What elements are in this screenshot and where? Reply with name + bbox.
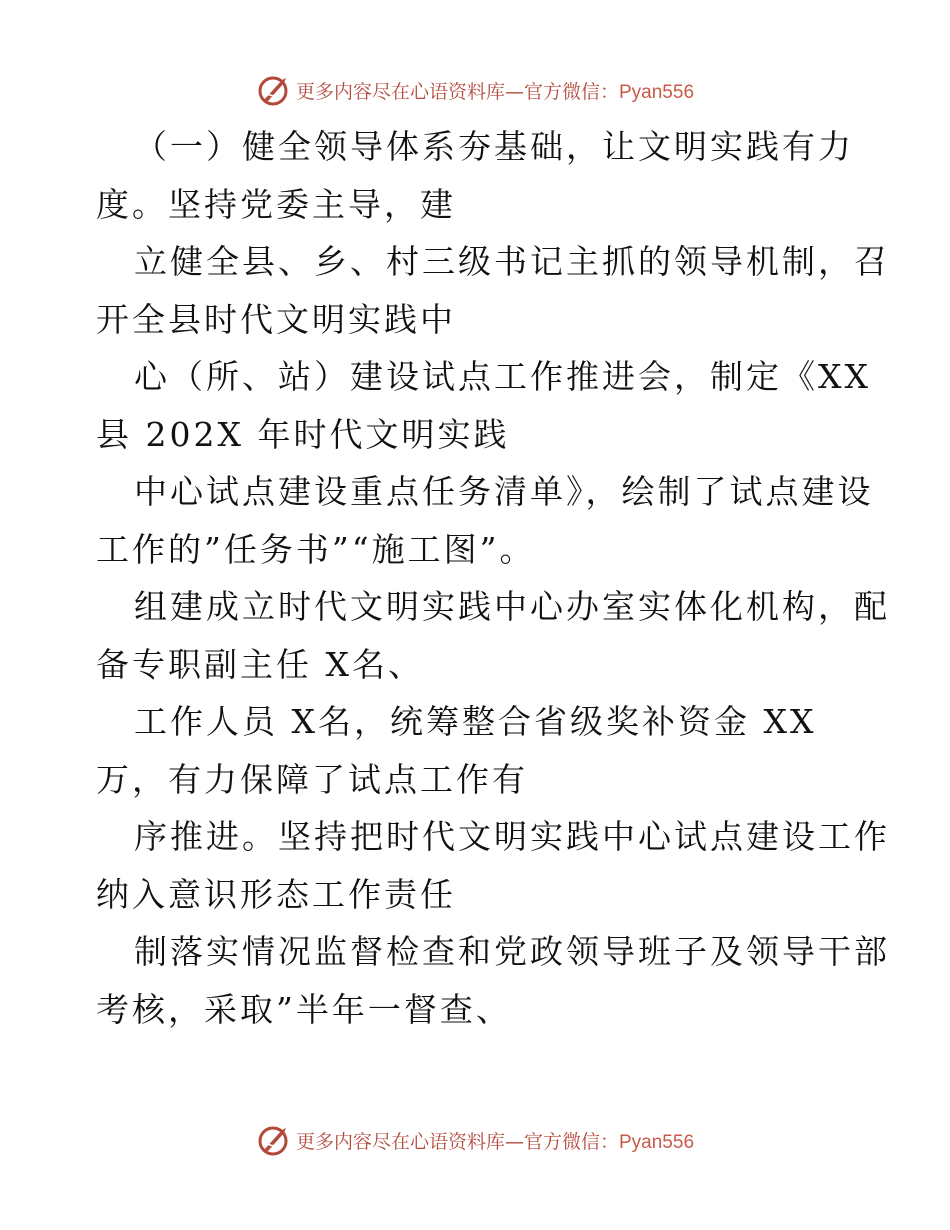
body-line: 度。坚持党委主导，建 [96, 184, 456, 224]
quill-logo-icon [256, 72, 292, 108]
body-line: 中心试点建设重点任务清单》，绘制了试点建设 [134, 472, 874, 511]
watermark-dash: — [504, 1130, 524, 1153]
watermark-wechat-label: 官方微信： [523, 80, 619, 103]
watermark-text [296, 1127, 694, 1154]
quill-logo-icon [256, 1122, 292, 1158]
body-line: 制落实情况监督检查和党政领导班子及领导干部 [134, 932, 890, 971]
body-line: 开全县时代文明实践中 [96, 299, 456, 339]
watermark-wechat-id: Pyan556 [619, 1131, 695, 1153]
body-line: 心（所、站）建设试点工作推进会，制定《XX [134, 357, 871, 396]
watermark-main: 更多内容尽在心语资料库 [295, 1130, 505, 1153]
header-watermark [0, 70, 950, 110]
body-line: 万，有力保障了试点工作有 [96, 759, 528, 799]
body-line: 县 202X 年时代文明实践 [96, 414, 510, 454]
watermark-main: 更多内容尽在心语资料库 [295, 80, 505, 103]
body-line: 工作人员 X名，统筹整合省级奖补资金 XX [134, 702, 817, 741]
body-line: （一）健全领导体系夯基础，让文明实践有力 [134, 127, 854, 166]
body-line: 纳入意识形态工作责任 [96, 874, 456, 914]
document-body [96, 118, 890, 1038]
watermark-dash: — [504, 80, 524, 103]
body-line: 工作的”任务书”“施工图”。 [96, 529, 536, 569]
footer-watermark [0, 1120, 950, 1160]
body-line: 序推进。坚持把时代文明实践中心试点建设工作 [134, 817, 890, 856]
body-line: 立健全县、乡、村三级书记主抓的领导机制，召 [134, 242, 890, 281]
body-line: 组建成立时代文明实践中心办室实体化机构，配 [134, 587, 890, 626]
watermark-text [296, 77, 694, 104]
body-line: 备专职副主任 X名、 [96, 644, 424, 684]
watermark-wechat-label: 官方微信： [523, 1130, 619, 1153]
watermark-wechat-id: Pyan556 [619, 81, 695, 103]
body-line: 考核，采取”半年一督查、 [96, 989, 512, 1029]
